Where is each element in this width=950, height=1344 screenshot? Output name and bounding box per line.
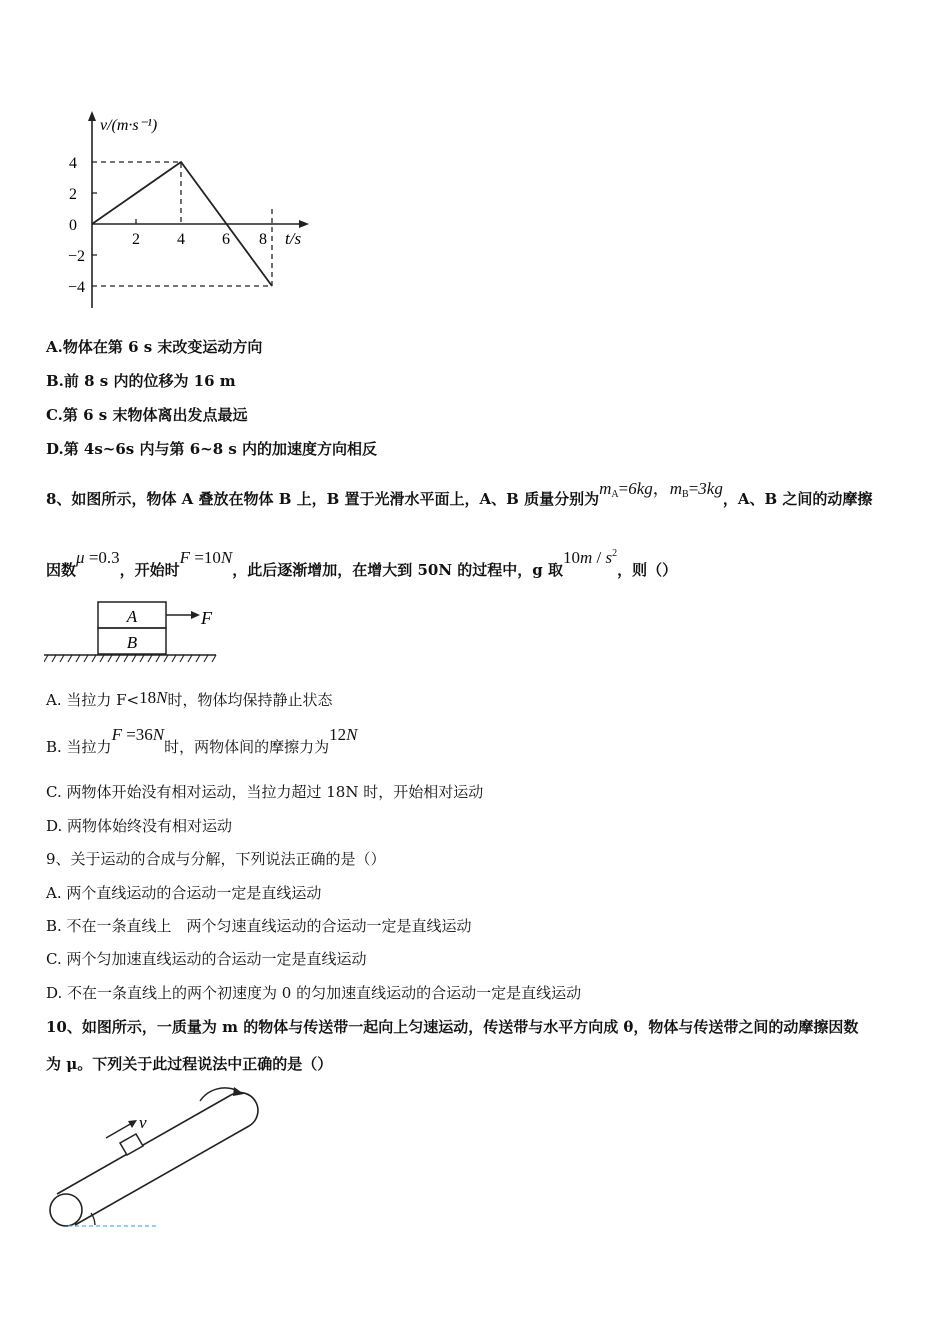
rotation-arrow-head xyxy=(233,1087,244,1096)
q8-stem-part5: ，此后逐渐增加，在增大到 50N 的过程中，g 取 xyxy=(232,561,563,579)
force-arrow-head xyxy=(191,611,200,619)
q8-option-a-value: 18N xyxy=(139,688,168,707)
belt-bottom-edge xyxy=(75,1126,249,1225)
q8-stem-part4: ，开始时 xyxy=(119,561,180,579)
q8-force-expression: F =10N xyxy=(179,548,233,567)
q8-option-b xyxy=(46,725,358,757)
q7-option-c: C.第 6 s 末物体离出发点最远 xyxy=(46,406,248,424)
q7-option-a: A.物体在第 6 s 末改变运动方向 xyxy=(46,338,263,356)
block-on-belt xyxy=(120,1134,143,1155)
bottom-roller xyxy=(50,1194,82,1226)
x-tick-label: 8 xyxy=(259,231,267,248)
q8-option-a-suffix: 时，物体均保持静止状态 xyxy=(167,691,333,709)
velocity-label: v xyxy=(139,1113,147,1132)
q7-option-d: D.第 4s~6s 内与第 6~8 s 内的加速度方向相反 xyxy=(46,440,378,458)
y-tick-label: 0 xyxy=(69,217,77,234)
q8-mass-expression: $m_A=6kg$，$m_B=3kg$ xyxy=(599,479,723,500)
x-tick-label: 2 xyxy=(132,231,140,248)
q9-option-c: C. 两个匀加速直线运动的合运动一定是直线运动 xyxy=(46,950,367,968)
q8-option-b-middle: 时，两物体间的摩擦力为 xyxy=(164,738,330,756)
q8-g-expression: $10m / s^2$ xyxy=(563,548,618,567)
q8-option-a xyxy=(46,689,332,710)
q10-stem-line1: 10、如图所示，一质量为 m 的物体与传送带一起向上匀速运动，传送带与水平方向成 θ，物体与传送带之间的动摩擦因数 xyxy=(46,1018,859,1036)
x-axis-label: t/s xyxy=(285,229,302,248)
y-axis-label: v/(m·s⁻¹) xyxy=(100,117,158,134)
q8-option-d: D. 两物体始终没有相对运动 xyxy=(46,817,233,835)
x-tick-label: 4 xyxy=(177,231,185,248)
conveyor-belt-figure xyxy=(40,1085,260,1235)
x-axis-arrow xyxy=(299,220,309,228)
y-tick-label: −2 xyxy=(67,248,85,265)
q8-stem-line1 xyxy=(46,479,873,510)
q8-option-b-prefix: B. 当拉力 xyxy=(46,738,112,756)
q8-option-b-force: F =36N xyxy=(111,725,165,744)
velocity-time-graph xyxy=(55,105,325,320)
block-a-label: A xyxy=(126,607,138,626)
q8-stem-part6: ，则（） xyxy=(617,561,678,579)
y-axis-arrow xyxy=(88,111,96,121)
top-roller xyxy=(231,1093,258,1126)
q8-stem-part3: 因数 xyxy=(46,561,77,579)
belt-top-edge xyxy=(57,1095,231,1194)
q8-stem-part2: ，A、B 之间的动摩擦 xyxy=(722,490,873,508)
force-label: F xyxy=(201,608,212,628)
y-tick-label: −4 xyxy=(67,279,85,296)
y-tick-label: 2 xyxy=(69,186,77,203)
q8-option-a-prefix: A. 当拉力 F< xyxy=(46,691,140,709)
q8-stem-line2 xyxy=(46,548,678,580)
q8-option-c: C. 两物体开始没有相对运动，当拉力超过 18N 时，开始相对运动 xyxy=(46,783,484,801)
q9-option-d: D. 不在一条直线上的两个初速度为 0 的匀加速直线运动的合运动一定是直线运动 xyxy=(46,984,582,1002)
stacked-blocks-figure xyxy=(44,600,224,666)
q9-option-a: A. 两个直线运动的合运动一定是直线运动 xyxy=(46,884,322,902)
q10-stem-line2: 为 μ。下列关于此过程说法中正确的是（） xyxy=(46,1055,333,1073)
q8-stem-part1: 8、如图所示，物体 A 叠放在物体 B 上，B 置于光滑水平面上，A、B 质量分别为 xyxy=(46,490,600,508)
block-b-label: B xyxy=(126,633,138,652)
x-tick-label: 6 xyxy=(222,231,230,248)
q7-option-b: B.前 8 s 内的位移为 16 m xyxy=(46,372,236,390)
y-tick-label: 4 xyxy=(69,155,77,172)
q9-option-b: B. 不在一条直线上 两个匀速直线运动的合运动一定是直线运动 xyxy=(46,917,472,935)
q8-option-b-answer: 12N xyxy=(329,725,358,744)
q8-mu-expression: μ =0.3 xyxy=(76,548,120,567)
velocity-arrow-shaft xyxy=(106,1123,132,1138)
q9-stem: 9、关于运动的合成与分解，下列说法正确的是（） xyxy=(46,850,386,868)
ground-hatching xyxy=(44,655,216,662)
